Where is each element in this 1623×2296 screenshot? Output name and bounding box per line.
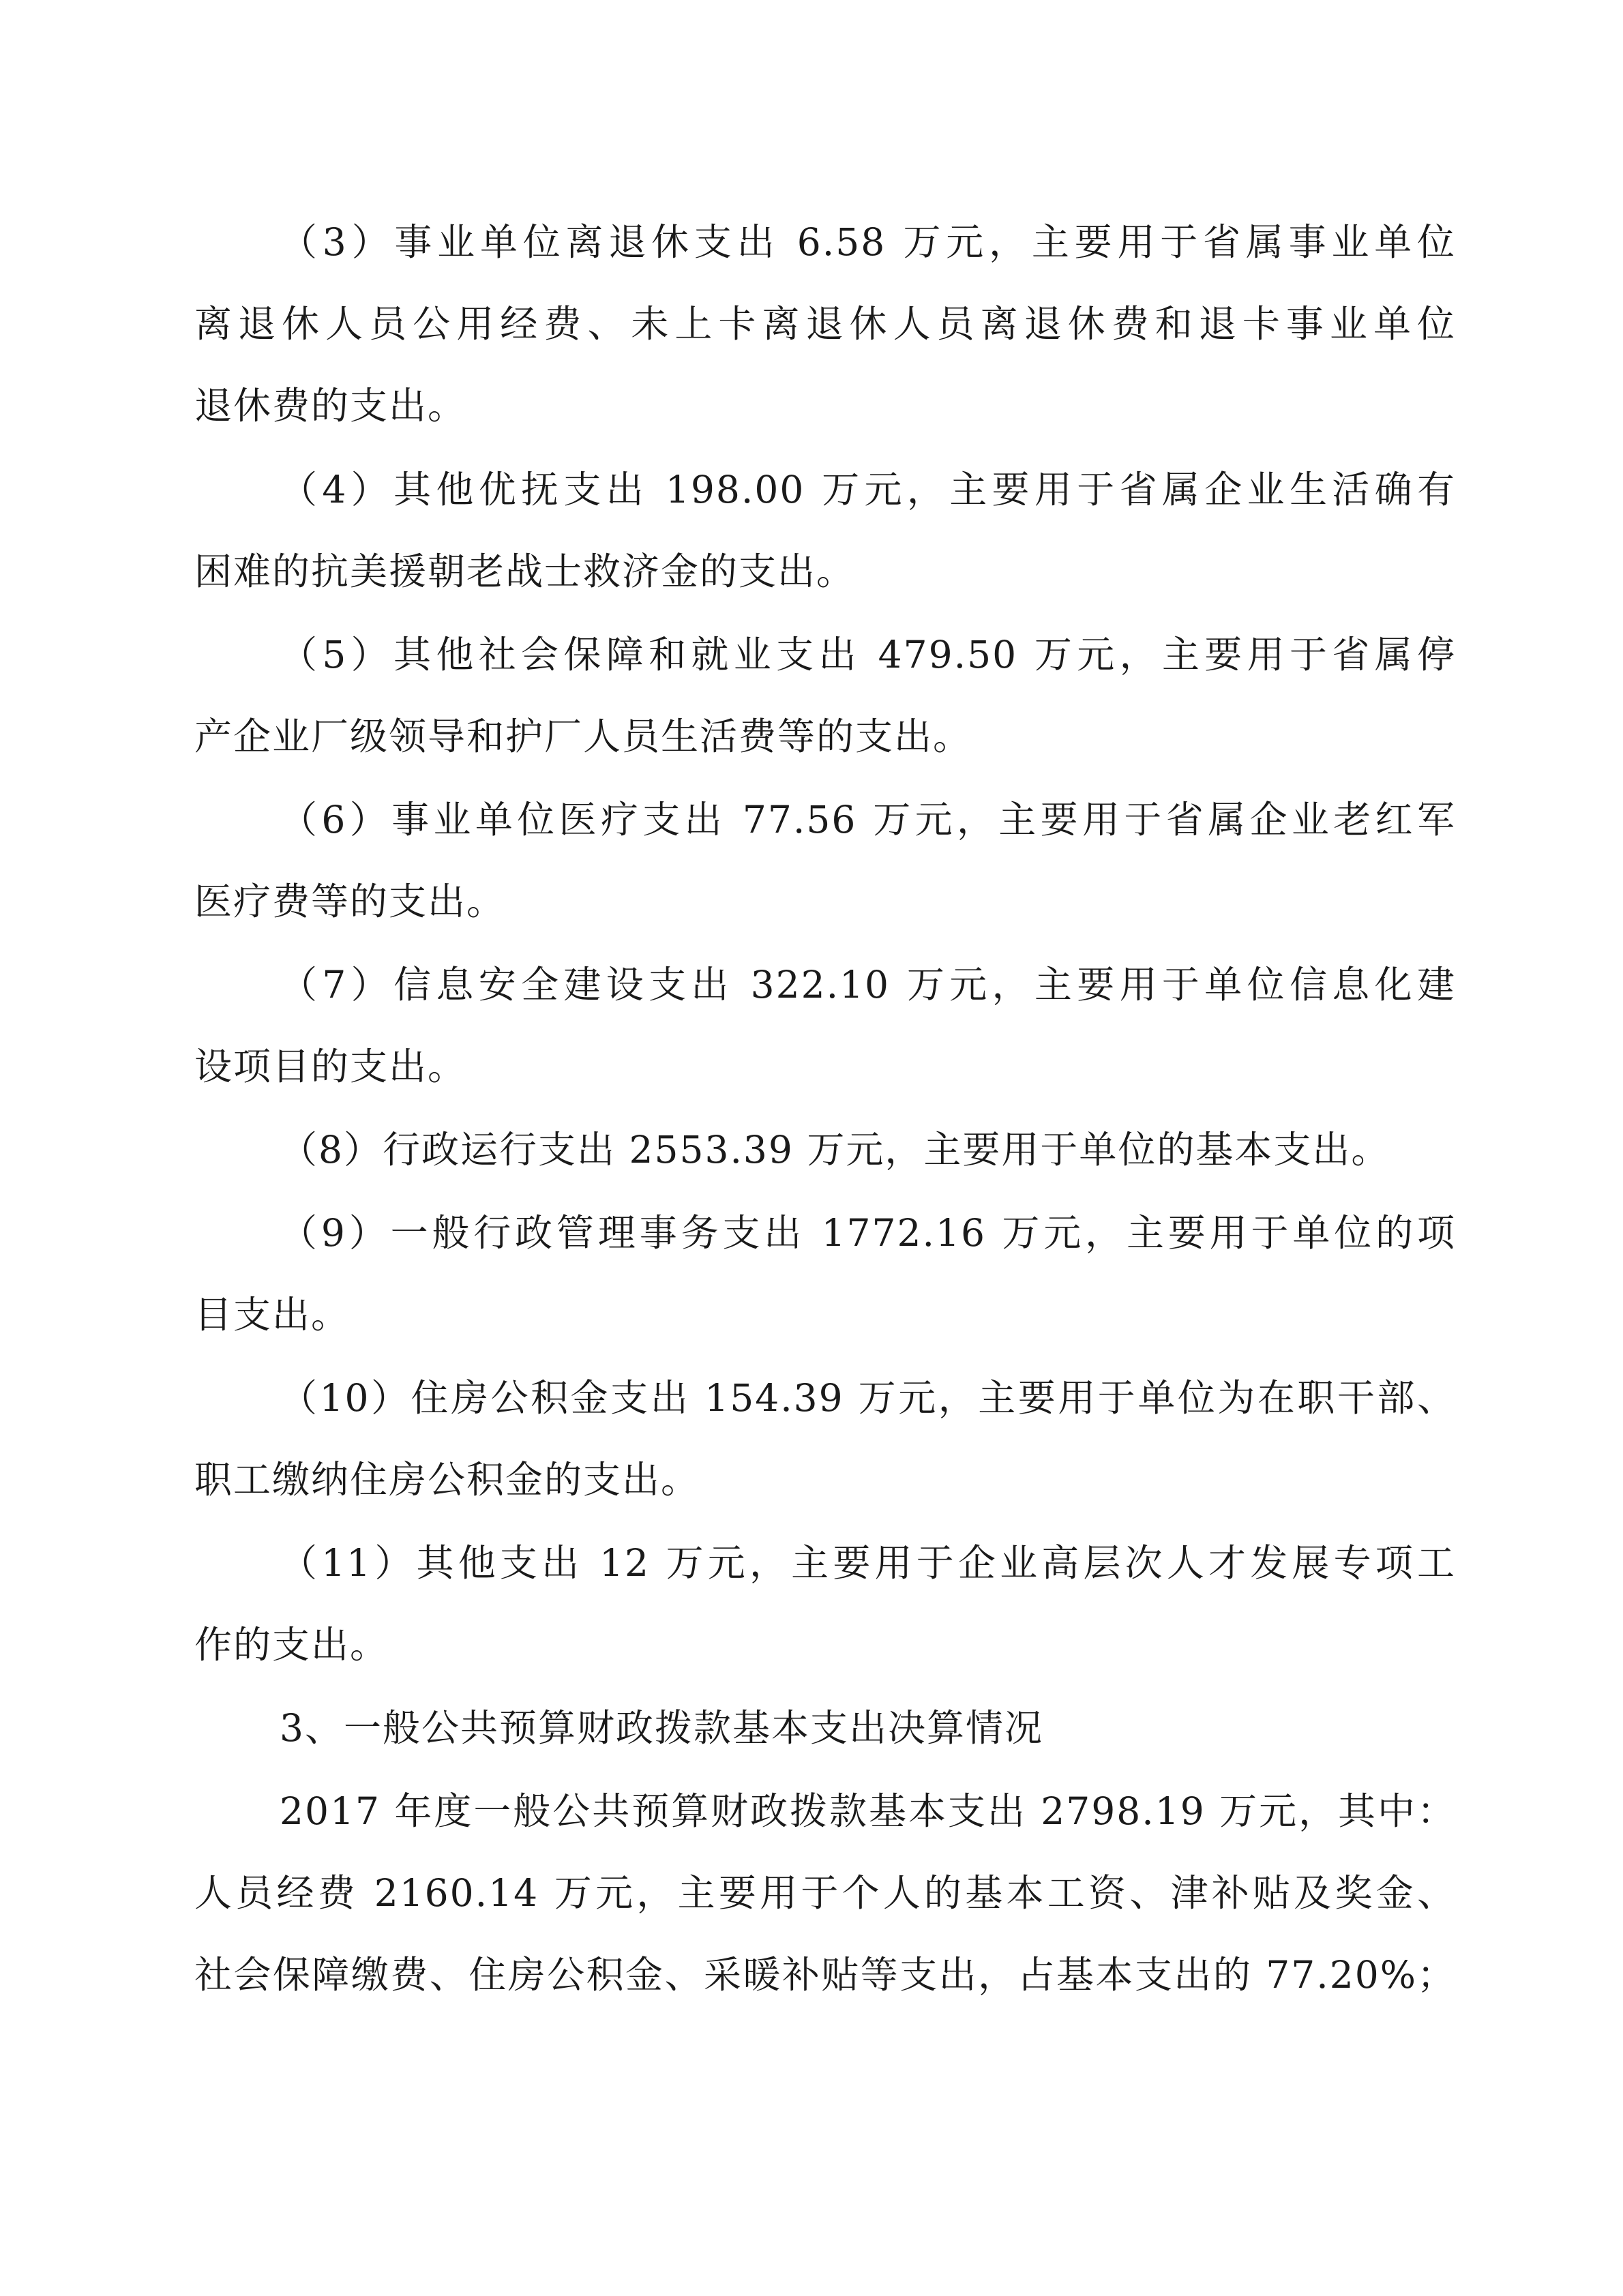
paragraph-4-line-1: （4）其他优抚支出 198.00 万元，主要用于省属企业生活确有 bbox=[280, 468, 1456, 511]
summary-line-3: 社会保障缴费、住房公积金、采暖补贴等支出，占基本支出的 77.20%； bbox=[194, 1953, 1456, 1997]
paragraph-4-line-2: 困难的抗美援朝老战士救济金的支出。 bbox=[194, 550, 856, 593]
paragraph-11-line-2: 作的支出。 bbox=[194, 1623, 389, 1667]
paragraph-6-line-1: （6）事业单位医疗支出 77.56 万元，主要用于省属企业老红军 bbox=[280, 798, 1456, 841]
paragraph-11-line-1: （11）其他支出 12 万元，主要用于企业高层次人才发展专项工 bbox=[280, 1541, 1456, 1585]
paragraph-7-line-1: （7）信息安全建设支出 322.10 万元，主要用于单位信息化建 bbox=[280, 963, 1456, 1007]
paragraph-6-line-2: 医疗费等的支出。 bbox=[194, 880, 506, 923]
summary-line-2: 人员经费 2160.14 万元，主要用于个人的基本工资、津补贴及奖金、 bbox=[194, 1871, 1456, 1915]
section-heading: 3、一般公共预算财政拨款基本支出决算情况 bbox=[280, 1706, 1043, 1750]
paragraph-5-line-1: （5）其他社会保障和就业支出 479.50 万元，主要用于省属停 bbox=[280, 633, 1456, 676]
paragraph-10-line-2: 职工缴纳住房公积金的支出。 bbox=[194, 1458, 700, 1502]
paragraph-5-line-2: 产企业厂级领导和护厂人员生活费等的支出。 bbox=[194, 715, 972, 758]
paragraph-8-line-1: （8）行政运行支出 2553.39 万元，主要用于单位的基本支出。 bbox=[280, 1128, 1390, 1172]
paragraph-7-line-2: 设项目的支出。 bbox=[194, 1045, 467, 1088]
paragraph-10-line-1: （10）住房公积金支出 154.39 万元，主要用于单位为在职干部、 bbox=[280, 1376, 1456, 1420]
paragraph-3-line-2: 离退休人员公用经费、未上卡离退休人员离退休费和退卡事业单位 bbox=[194, 302, 1456, 346]
paragraph-9-line-2: 目支出。 bbox=[194, 1293, 351, 1337]
summary-line-1: 2017 年度一般公共预算财政拨款基本支出 2798.19 万元，其中： bbox=[280, 1789, 1456, 1833]
paragraph-3-line-3: 退休费的支出。 bbox=[194, 384, 467, 428]
paragraph-9-line-1: （9）一般行政管理事务支出 1772.16 万元，主要用于单位的项 bbox=[280, 1211, 1456, 1255]
paragraph-3-line-1: （3）事业单位离退休支出 6.58 万元，主要用于省属事业单位 bbox=[280, 220, 1456, 264]
